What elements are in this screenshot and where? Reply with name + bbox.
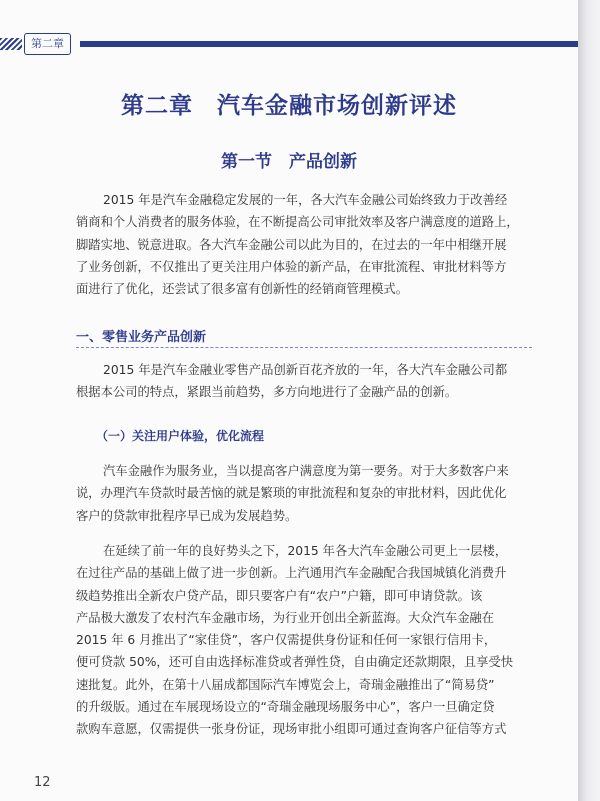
page-edge-shadow	[578, 0, 600, 801]
text-line: 了业务创新，不仅推出了更关注用户体验的新产品，在审批流程、审批材料等方	[76, 259, 507, 274]
chapter-title: 第二章 汽车金融市场创新评述	[121, 93, 457, 119]
section-title: 第一节 产品创新	[221, 152, 357, 172]
text-line: 在延续了前一年的良好势头之下，2015 年各大汽车金融公司更上一层楼，	[103, 544, 508, 558]
header-rule	[80, 41, 578, 47]
text-line: 速批复。此外，在第十八届成都国际汽车博览会上，奇瑞金融推出了“简易贷”	[76, 677, 495, 692]
text-line: 根据本公司的特点，紧跟当前趋势，多方向地进行了金融产品的创新。	[76, 385, 458, 400]
text-line: 2015 年是汽车金融业零售产品创新百花齐放的一年，各大汽车金融公司都	[103, 363, 508, 377]
text-line: 便可贷款 50%，还可自由选择标准贷或者弹性贷，自由确定还款期限，且享受快	[76, 655, 514, 670]
text-line: 2015 年是汽车金融稳定发展的一年，各大汽车金融公司始终致力于改善经	[103, 193, 508, 207]
paragraph-a	[76, 460, 532, 527]
sub-subsection-heading: （一）关注用户体验，优化流程	[96, 429, 265, 443]
text-line: 级趋势推出全新农户贷产品，即只要客户有“农户”户籍，即可申请贷款。该	[76, 588, 483, 603]
text-line: 产品极大激发了农村汽车金融市场，为行业开创出全新蓝海。大众汽车金融在	[76, 610, 495, 625]
chapter-header-bar	[0, 38, 578, 50]
text-line: 销商和个人消费者的服务体验，在不断提高公司审批效率及客户满意度的道路上，	[76, 215, 519, 230]
text-line: 的升级版。通过在车展现场设立的“奇瑞金融现场服务中心”，客户一旦确定贷	[76, 700, 495, 715]
page-number: 12	[34, 775, 51, 790]
text-line: 客户的贷款审批程序早已成为发展趋势。	[76, 508, 298, 523]
text-line: 在过往产品的基础上做了进一步创新。上汽通用汽车金融配合我国城镇化消费升	[76, 566, 507, 581]
text-line: 面进行了优化，还尝试了很多富有创新性的经销商管理模式。	[76, 282, 409, 297]
subsection-paragraph	[76, 359, 532, 404]
text-line: 款购车意愿，仅需提供一张身份证，现场审批小组即可通过查询客户征信等方式	[76, 722, 507, 737]
chapter-tab: 第二章	[24, 33, 71, 55]
text-line: 2015 年 6 月推出了“家佳贷”，客户仅需提供身份证和任何一家银行信用卡，	[76, 633, 497, 648]
text-line: 汽车金融作为服务业，当以提高客户满意度为第一要务。对于大多数客户来	[103, 464, 509, 478]
hatch-decoration	[0, 38, 22, 50]
subsection-heading: 一、零售业务产品创新	[76, 330, 207, 345]
text-line: 脚踏实地、锐意进取。各大汽车金融公司以此为目的，在过去的一年中相继开展	[76, 237, 507, 252]
intro-paragraph	[76, 189, 532, 300]
text-line: 说，办理汽车贷款时最苦恼的就是繁琐的审批流程和复杂的审批材料，因此优化	[76, 486, 507, 501]
heading-underline	[76, 347, 532, 348]
paragraph-b	[76, 540, 532, 741]
